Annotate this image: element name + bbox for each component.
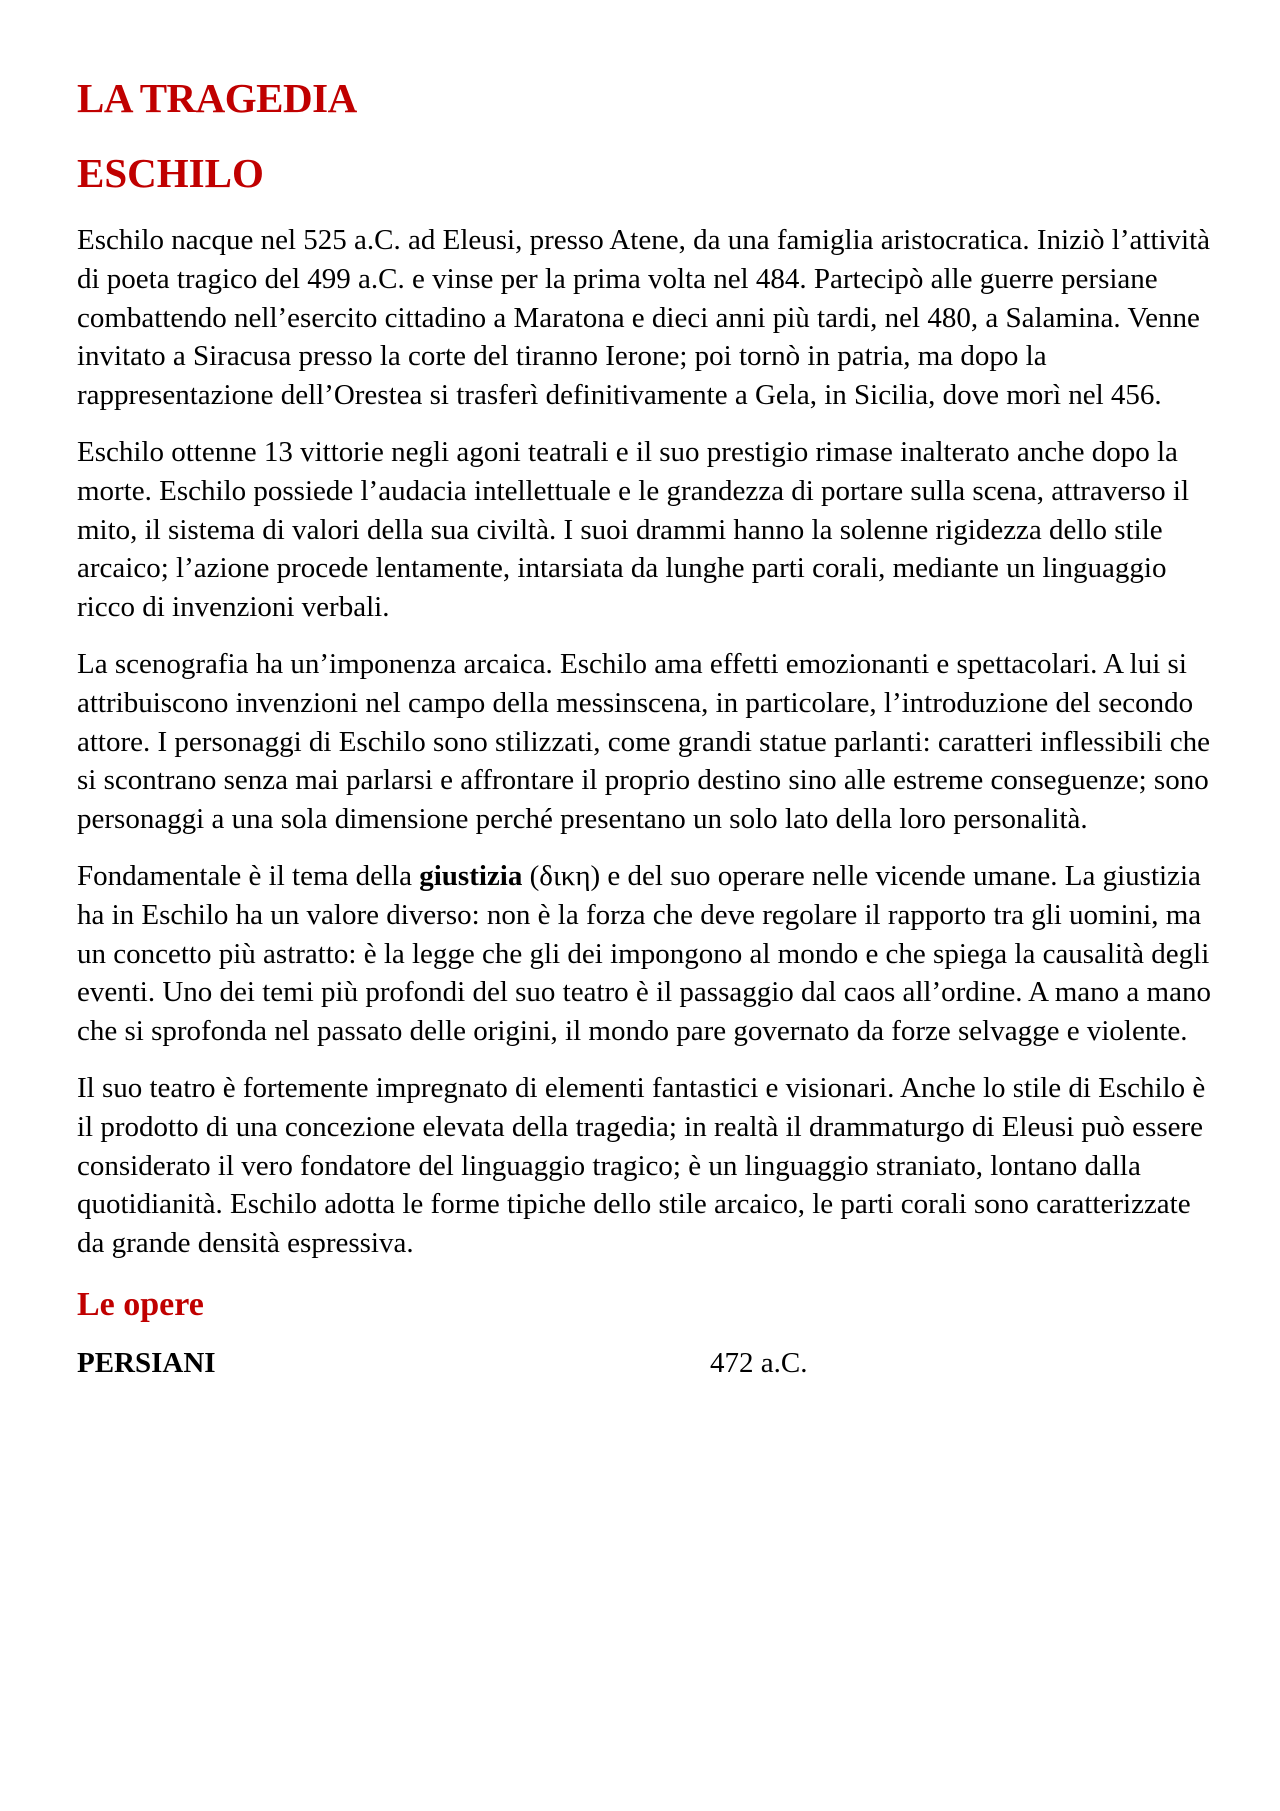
work-title: PERSIANI [77, 1346, 216, 1379]
victories-paragraph: Eschilo ottenne 13 vittorie negli agoni teatrali e il suo prestigio rimase inalterato anche dopo la morte. Eschilo possiede l’audacia intellettuale e le grandezza di portare sulla scena, attraverso il mito, il sistema di valori della sua civiltà. I suoi drammi hanno la solenne rigidezza dello stile arcaico; l’azione procede lentamente, intarsiata da lunghe parti corali, mediante un linguaggio ricco di invenzioni verbali. [77, 435, 1189, 624]
justice-text-after: (δικη) e del suo operare nelle vicende umane. La giustizia ha in Eschilo ha un valore diverso: non è la forza che deve regolare il rapporto tra gli uomini, ma un concetto più astratto: è la legge che gli dei impongono al mondo e che spiega la causalità degli eventi. Uno dei temi più profondi del suo teatro è il passaggio dal caos all’ordine. A mano a mano che si sprofonda nel passato delle origini, il mondo pare governato da forze selvagge e violente. [77, 859, 1211, 1048]
justice-keyword: giustizia [419, 859, 523, 892]
author-heading: ESCHILO [77, 150, 264, 196]
justice-paragraph [77, 857, 1212, 1051]
document-title: LA TRAGEDIA [77, 75, 357, 121]
works-heading: Le opere [77, 1285, 204, 1323]
style-paragraph: Il suo teatro è fortemente impregnato di elementi fantastici e visionari. Anche lo stile di Eschilo è il prodotto di una concezione elevata della tragedia; in realtà il drammaturgo di Eleusi può essere considerato il vero fondatore del linguaggio tragico; è un linguaggio straniato, lontano dalla quotidianità. Eschilo adotta le forme tipiche dello stile arcaico, le parti corali sono caratterizzate da grande densità espressiva. [77, 1071, 1206, 1260]
work-entry [77, 1341, 1212, 1385]
scenography-paragraph: La scenografia ha un’imponenza arcaica. Eschilo ama effetti emozionanti e spettacolari. A lui si attribuiscono invenzioni nel campo della messinscena, in particolare, l’introduzione del secondo attore. I personaggi di Eschilo sono stilizzati, come grandi statue parlanti: caratteri inflessibili che si scontrano senza mai parlarsi e affrontare il proprio destino sino alle estreme conseguenze; sono personaggi a una sola dimensione perché presentano un solo lato della loro personalità. [77, 647, 1211, 836]
work-date: 472 a.C. [710, 1346, 808, 1379]
biography-paragraph: Eschilo nacque nel 525 a.C. ad Eleusi, presso Atene, da una famiglia aristocratica. Iniziò l’attività di poeta tragico del 499 a.C. e vinse per la prima volta nel 484. Partecipò alle guerre persiane combattendo nell’esercito cittadino a Maratona e dieci anni più tardi, nel 480, a Salamina. Venne invitato a Siracusa presso la corte del tiranno Ierone; poi tornò in patria, ma dopo la rappresentazione dell’Orestea si trasferì definitivamente a Gela, in Sicilia, dove morì nel 456. [77, 224, 1211, 412]
document-page [77, 70, 1212, 1385]
justice-text-before: Fondamentale è il tema della [77, 859, 420, 892]
